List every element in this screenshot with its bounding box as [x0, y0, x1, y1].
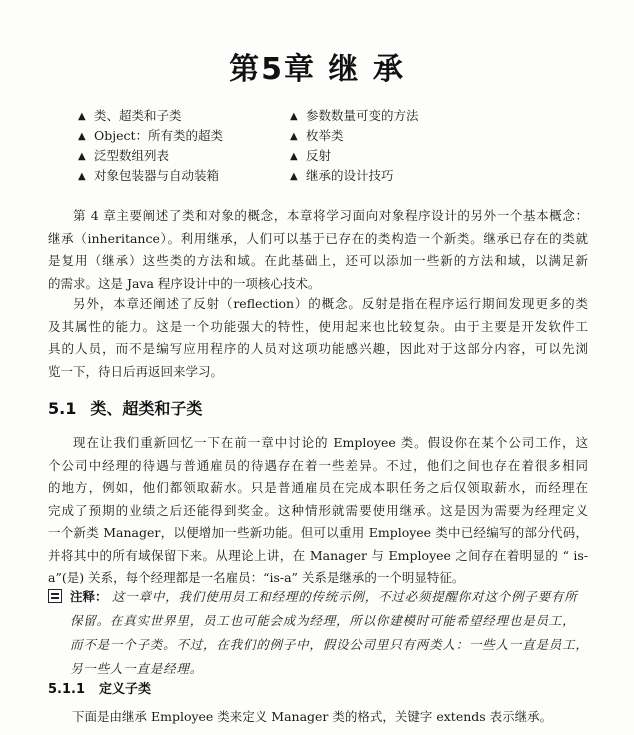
bullet-triangle-icon: ▲: [290, 111, 298, 122]
bullet-triangle-icon: ▲: [290, 171, 298, 182]
toc-item: ▲ 泛型数组列表: [78, 148, 170, 163]
note-label: 注释：: [70, 589, 108, 604]
section-heading: 5.1 类、超类和子类: [48, 399, 203, 418]
toc-item: ▲ 反射: [290, 148, 332, 163]
toc-item: ▲ 参数数量可变的方法: [290, 108, 419, 123]
chapter-title: 第5章 继 承: [229, 52, 405, 87]
toc-item: ▲ 枚举类: [290, 128, 344, 143]
toc-item: ▲ 类、超类和子类: [78, 108, 182, 123]
bullet-triangle-icon: ▲: [290, 131, 298, 142]
bullet-triangle-icon: ▲: [78, 171, 86, 182]
note-line: 保留。在真实世界里，员工也可能会成为经理，所以你建模时可能希望经理也是员工，: [70, 613, 576, 628]
bullet-triangle-icon: ▲: [78, 151, 86, 162]
bullet-triangle-icon: ▲: [78, 131, 86, 142]
toc-item: ▲ Object：所有类的超类: [78, 128, 224, 143]
toc-item: ▲ 对象包装器与自动装箱: [78, 168, 220, 183]
note-icon: [48, 589, 62, 603]
subsection-heading: 5.1.1 定义子类: [48, 682, 152, 697]
section-paragraph: 现在让我们重新回忆一下在前一章中讨论的 Employee 类。假设你在某个公司工作，这 个公司中经理的待遇与普通雇员的待遇存在着一些差异。不过，他们之间也存在着很多相同 的地方，例如，他们都领取薪水。只是普通雇员在完成本职任务之后仅领取薪水，而经理在 完成了预期的业绩之后还能得到奖金。这种情形就需要使用继承。这是因为需要为经理定义 一个新类 Manager，以便增加一些新功能。但可以重用 Employee 类中已经编写的部分代码， 并将其中的所有域保留下来。从理论上讲，在 Manager 与 Employee 之间存在着明显的 “ is- a”(是) 关系，每个经理都是一名雇员：“is-a” 关系是继承的一个明显特征。: [48, 435, 588, 585]
note-line: 而不是一个子类。不过，在我们的例子中，假设公司里只有两类人：一些人一直是员工，: [70, 637, 589, 652]
intro-paragraph-2: 另外，本章还阐述了反射（reflection）的概念。反射是指在程序运行期间发现更多的类 及其属性的能力。这是一个功能强大的特性，使用起来也比较复杂。由于主要是开发软件工 具的人员，而不是编写应用程序的人员对这项功能感兴趣，因此对于这部分内容，可以先浏 览一下，待日后再返回来学习。: [48, 296, 588, 379]
body-text-line: 下面是由继承 Employee 类来定义 Manager 类的格式，关键字 extends 表示继承。: [72, 709, 553, 724]
toc-item: ▲ 继承的设计技巧: [290, 168, 394, 183]
note-line: 这一章中，我们使用员工和经理的传统示例，不过必须提醒你对这个例子要有所: [112, 589, 578, 604]
bullet-triangle-icon: ▲: [78, 111, 86, 122]
intro-paragraph-1: 第 4 章主要阐述了类和对象的概念，本章将学习面向对象程序设计的另外一个基本概念： 继承（inheritance）。利用继承，人们可以基于已存在的类构造一个新类。继承已存在的类就 是复用（继承）这些类的方法和域。在此基础上，还可以添加一些新的方法和域，以满足新 的需求。这是 Java 程序设计中的一项核心技术。: [48, 208, 588, 291]
bullet-triangle-icon: ▲: [290, 151, 298, 162]
note-line: 另一些人一直是经理。: [70, 661, 204, 676]
